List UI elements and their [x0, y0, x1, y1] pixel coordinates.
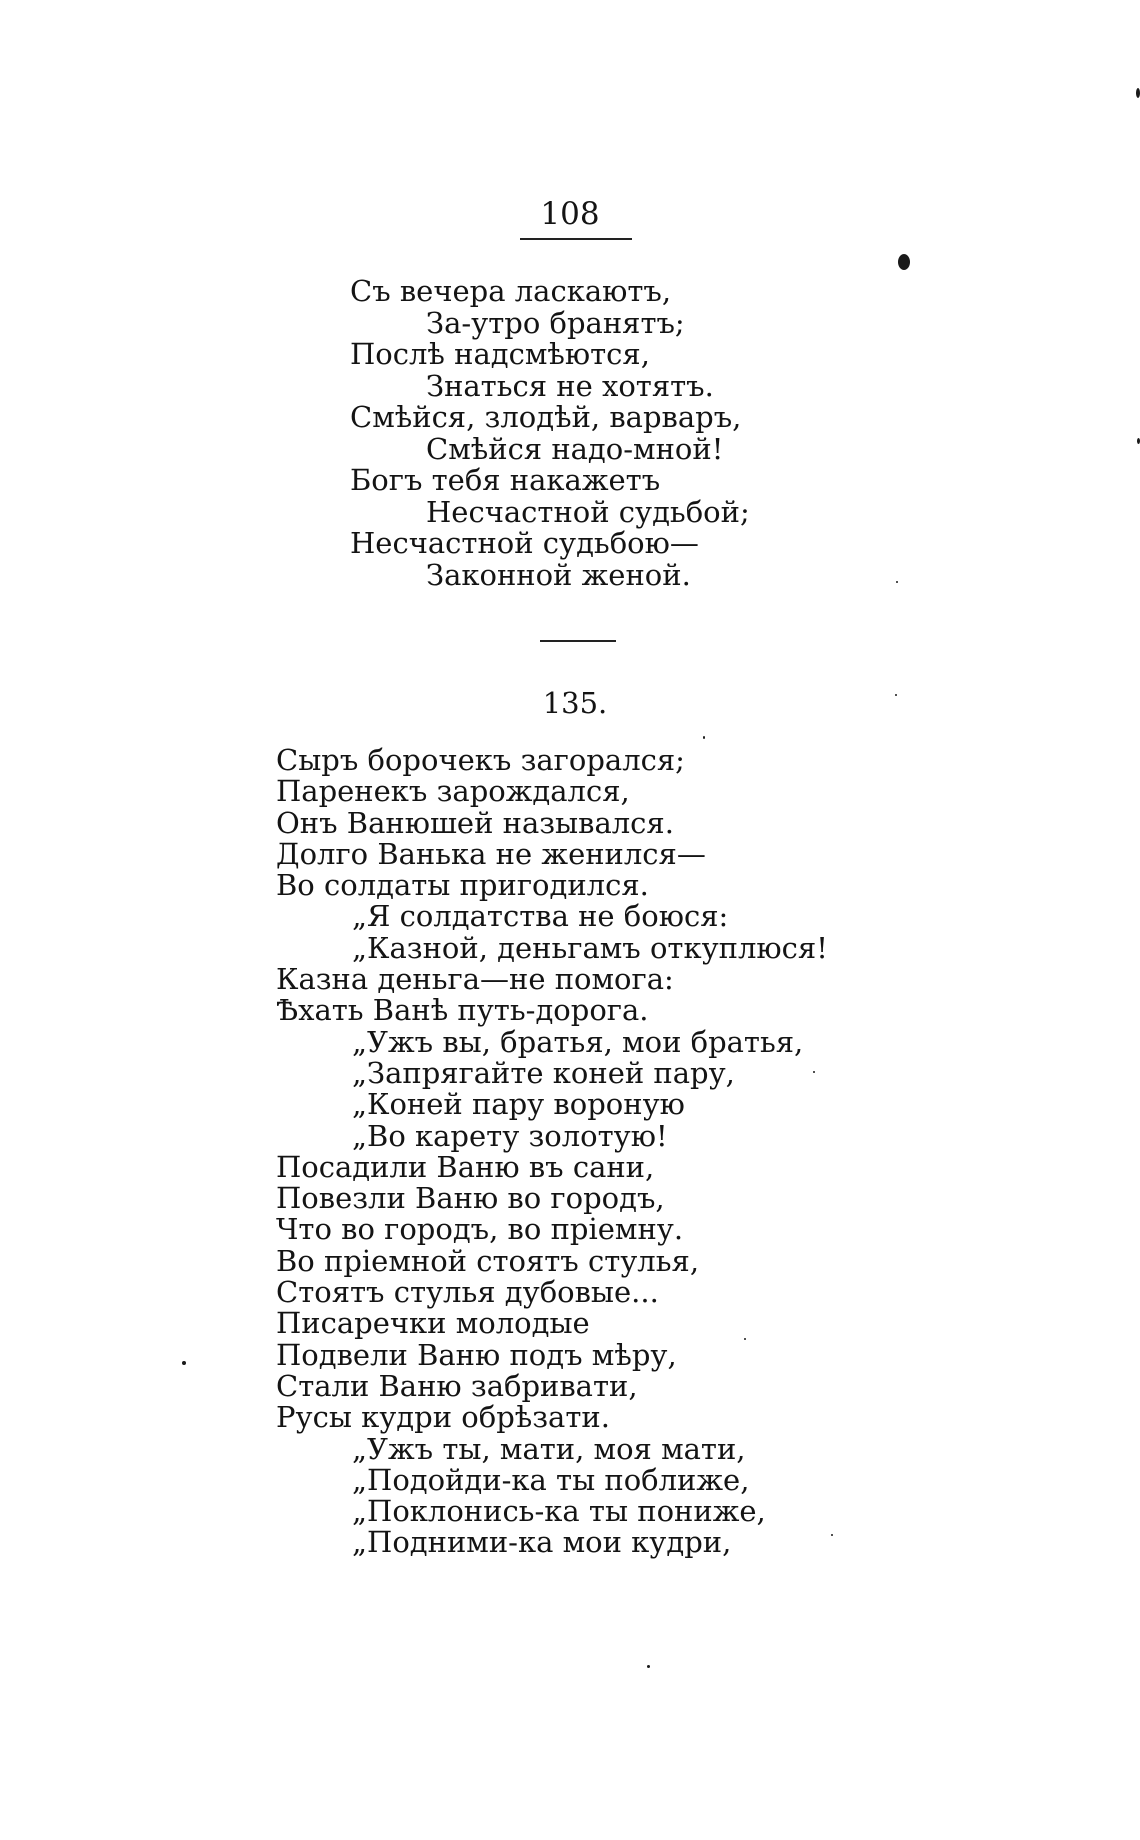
poem-line: За-утро бранятъ; [426, 305, 685, 340]
poem-line: Съ вечера ласкаютъ, [350, 274, 672, 308]
poem-line: Стоятъ стулья дубовые... [276, 1275, 659, 1310]
poem-line: „Поклонись-ка ты пониже, [352, 1494, 766, 1529]
scan-speck [703, 736, 705, 739]
poem-line: Повезли Ваню во городъ, [276, 1181, 665, 1216]
poem-section-b [276, 745, 828, 1559]
poem-line: Послѣ надсмѣются, [350, 337, 650, 371]
poem-section-a [350, 276, 750, 591]
header-rule [520, 238, 632, 240]
scan-speck [1136, 88, 1140, 98]
scan-speck [647, 1665, 650, 1668]
poem-line: Знаться не хотятъ. [426, 368, 714, 403]
poem-line: Во солдаты пригодился. [276, 868, 649, 903]
poem-line: Писаречки молодые [276, 1306, 590, 1341]
scan-speck [831, 1534, 833, 1536]
poem-line: Законной женой. [426, 557, 691, 592]
poem-line: „Ужъ вы, братья, мои братья, [352, 1024, 804, 1059]
poem-line: Что во городъ, во пріемну. [276, 1212, 684, 1247]
poem-line: „Подойди-ка ты поближе, [352, 1462, 750, 1497]
poem-line: Подвели Ваню подъ мѣру, [276, 1337, 677, 1372]
poem-line: „Я солдатства не боюся: [352, 899, 729, 934]
poem-line: Долго Ванька не женился— [276, 836, 706, 871]
ink-blot [898, 254, 910, 270]
scan-speck [744, 1338, 746, 1340]
song-number: 135. [542, 686, 608, 720]
poem-line: Казна деньга—не помога: [276, 962, 674, 997]
poem-line: Ѣхать Ванѣ путь-дорога. [276, 993, 649, 1028]
poem-line: Богъ тебя накажетъ [350, 463, 661, 497]
poem-line: Несчастной судьбою— [350, 526, 699, 560]
poem-line: Стали Ваню забривати, [276, 1368, 638, 1403]
poem-line: Несчастной судьбой; [426, 494, 750, 529]
scan-speck [895, 694, 897, 696]
poem-line: „Во карету золотую! [352, 1118, 668, 1153]
poem-line: Онъ Ванюшей назывался. [276, 805, 674, 840]
poem-line: Паренекъ зарождался, [276, 774, 630, 809]
poem-line: „Коней пару вороную [352, 1087, 685, 1122]
poem-line: „Ужъ ты, мати, моя мати, [352, 1431, 746, 1466]
poem-line: „Казной, деньгамъ откуплюся! [352, 930, 828, 965]
section-divider [540, 640, 616, 642]
poem-line: „Запрягайте коней пару, [352, 1055, 735, 1090]
poem-line: Смѣйся, злодѣй, варваръ, [350, 400, 742, 434]
scan-speck [182, 1361, 186, 1365]
poem-line: Посадили Ваню въ сани, [276, 1149, 655, 1184]
scan-speck [896, 581, 898, 583]
poem-line: Русы кудри обрѣзати. [276, 1400, 610, 1435]
scan-speck [813, 1071, 815, 1073]
poem-line: „Подними-ка мои кудри, [352, 1525, 732, 1560]
poem-line: Во пріемной стоятъ стулья, [276, 1243, 700, 1278]
page-number: 108 [540, 196, 600, 232]
poem-line: Смѣйся надо-мной! [426, 431, 724, 466]
poem-line: Сыръ борочекъ загорался; [276, 743, 685, 777]
